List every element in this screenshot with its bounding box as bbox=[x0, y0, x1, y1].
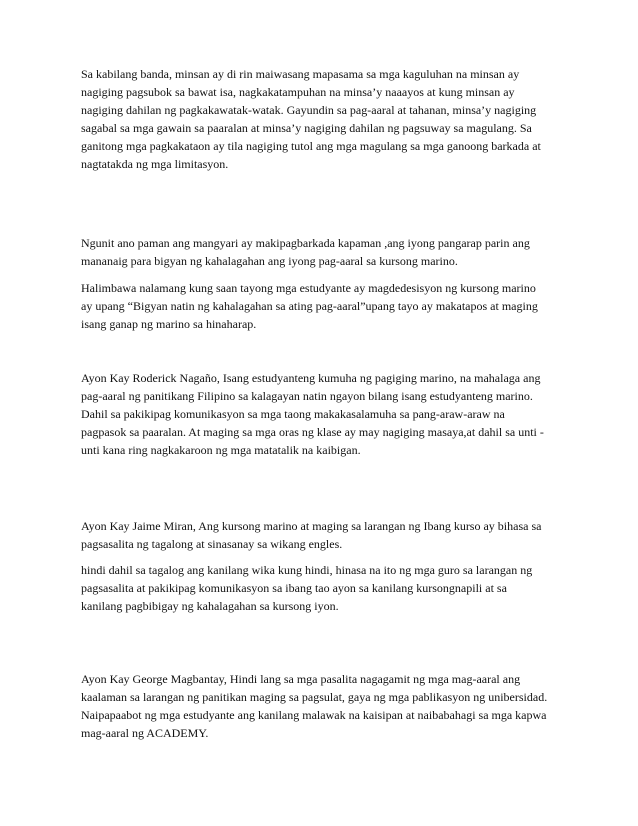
text-line: Dahil sa pakikipag komunikasyon sa mga taong makakasalamuha sa pang-araw-araw na bbox=[81, 407, 505, 421]
text-line: Ayon Kay Roderick Nagaño, Isang estudyanteng kumuha ng pagiging marino, na mahalaga ang bbox=[81, 371, 541, 385]
text-line: Naipapaabot ng mga estudyante ang kanilang malawak na kaisipan at naibabahagi sa mga kapwa bbox=[81, 708, 547, 722]
text-line: nagiging pagsubok sa bawat isa, nagkakatampuhan na minsa’y naaayos at kung minsan ay bbox=[81, 85, 515, 99]
paragraph-barkada-effects bbox=[81, 65, 565, 173]
paragraph-roderick-nagano bbox=[81, 369, 565, 459]
text-line: Ayon Kay George Magbantay, Hindi lang sa mga pasalita nagagamit ng mga mag-aaral ang bbox=[81, 672, 521, 686]
text-line: pagsasalita ng tagalong at sinasanay sa wikang engles. bbox=[81, 537, 343, 551]
text-line: nagiging dahilan ng pagkakawatak-watak. Gayundin sa pag-aaral at tahanan, minsa’y nagiging bbox=[81, 103, 537, 117]
text-line: ganitong mga pagkakataon ay tila nagiging tutol ang mga magulang sa mga ganoong barkada at bbox=[81, 139, 541, 153]
text-line: sagabal sa mga gawain sa paaralan at minsa’y nagiging dahilan ng pagsuway sa magulang. Sa bbox=[81, 121, 532, 135]
text-line: isang ganap ng marino sa hinaharap. bbox=[81, 317, 257, 331]
paragraph-george-magbantay bbox=[81, 670, 565, 742]
text-line: kanilang pagbibigay ng kahalagahan sa kursong iyon. bbox=[81, 599, 339, 613]
text-line: Sa kabilang banda, minsan ay di rin maiwasang mapasama sa mga kaguluhan na minsan ay bbox=[81, 67, 520, 81]
text-line: hindi dahil sa tagalog ang kanilang wika kung hindi, hinasa na ito ng mga guro sa larangan ng bbox=[81, 563, 533, 577]
text-line: nagtatakda ng mga limitasyon. bbox=[81, 157, 229, 171]
paragraph-pangarap bbox=[81, 234, 565, 270]
text-line: Halimbawa nalamang kung saan tayong mga estudyante ay magdedesisyon ng kursong marino bbox=[81, 281, 536, 295]
text-line: pag-aaral ng panitikang Filipino sa kalagayan natin ngayon bilang isang estudyanteng marino. bbox=[81, 389, 533, 403]
text-line: ay upang “Bigyan natin ng kahalagahan sa ating pag-aaral”upang tayo ay makatapos at maging bbox=[81, 299, 538, 313]
paragraph-halimbawa bbox=[81, 279, 565, 333]
text-line: pagsasalita at pakikipag komunikasyon sa ibang tao ayon sa kanilang kursongnapili at sa bbox=[81, 581, 507, 595]
paragraph-tagalog bbox=[81, 561, 565, 615]
text-line: Ngunit ano paman ang mangyari ay makipagbarkada kapaman ,ang iyong pangarap parin ang bbox=[81, 236, 530, 250]
text-line: Ayon Kay Jaime Miran, Ang kursong marino at maging sa larangan ng Ibang kurso ay bihasa sa bbox=[81, 519, 542, 533]
text-line: kaalaman sa larangan ng panitikan maging sa pagsulat, gaya ng mga pablikasyon ng unibersidad. bbox=[81, 690, 548, 704]
text-line: mag-aaral ng ACADEMY. bbox=[81, 726, 209, 740]
text-line: mananaig para bigyan ng kahalagahan ang iyong pag-aaral sa kursong marino. bbox=[81, 254, 458, 268]
text-line: pagpasok sa paaralan. At maging sa mga oras ng klase ay may nagiging masaya,at dahil sa unti - bbox=[81, 425, 544, 439]
text-line: unti kana ring nagkakaroon ng mga matatalik na kaibigan. bbox=[81, 443, 361, 457]
paragraph-jaime-miran bbox=[81, 517, 565, 553]
